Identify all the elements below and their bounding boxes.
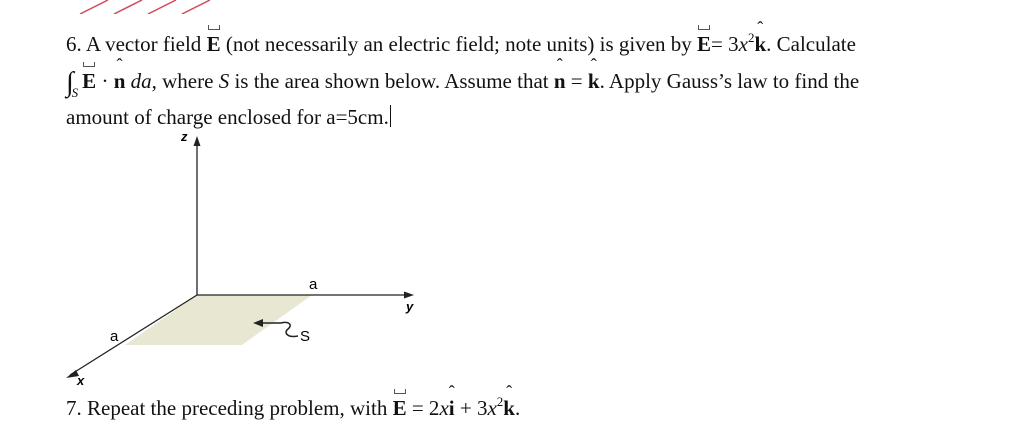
problem-6-description: (not necessarily an electric field; note units) is given by: [225, 32, 692, 56]
x-axis-label: x: [77, 373, 85, 388]
unit-vector-i: ˆ i: [449, 396, 455, 420]
side-length-a-top: a: [309, 276, 318, 293]
problem-6-calculate: . Calculate: [766, 32, 856, 56]
integral-subscript: S: [71, 85, 79, 100]
problem-7-plus: + 3: [454, 396, 488, 420]
problem-6-charge-text: amount of charge enclosed for a=5cm.: [66, 105, 389, 129]
problem-7-x1: x: [439, 396, 449, 420]
equation-x-variable: x: [738, 32, 748, 56]
equation-power: 2: [747, 30, 755, 45]
problem-7-power: 2: [496, 394, 504, 409]
problem-7-line: [66, 394, 521, 420]
side-length-a-left: a: [110, 328, 119, 345]
integral-sign: ∫: [66, 67, 74, 98]
problem-6-area-text: is the area shown below. Assume that: [234, 69, 549, 93]
problem-6-gauss-text: . Apply Gauss’s law to find the: [599, 69, 860, 93]
integrand-E: E: [82, 69, 97, 93]
equals-sign: =: [565, 69, 588, 93]
problem-7-x2: x: [487, 396, 497, 420]
equation-rhs-coefficient: = 3: [711, 32, 739, 56]
surface-variable-S: S: [218, 69, 230, 93]
y-axis-arrowhead: [404, 292, 414, 299]
problem-7-period: .: [514, 396, 521, 420]
unit-vector-n: ˆ n: [114, 69, 126, 93]
unit-vector-n-assumption: ˆ n: [554, 69, 566, 93]
y-axis-label: y: [406, 299, 414, 314]
problem-6-number: 6.: [66, 32, 82, 56]
z-axis-label: z: [181, 129, 188, 144]
vector-E-symbol: E: [206, 32, 221, 56]
problem-7-eq-coef: = 2: [406, 396, 440, 420]
equation-E-lhs: E: [697, 32, 712, 56]
problem-6-intro: A vector field: [85, 32, 202, 56]
z-axis-arrowhead: [194, 136, 201, 146]
dot-operator: ·: [96, 69, 114, 93]
shaded-surface-S: [125, 295, 312, 345]
area-element-da: da: [130, 69, 152, 93]
surface-label-S: S: [300, 328, 311, 345]
problem-7-unit-vector-k: ˆ k: [503, 396, 515, 420]
problem-6-where: , where: [151, 69, 214, 93]
unit-vector-k-assumption: ˆ k: [588, 69, 600, 93]
problem-7-number: 7.: [66, 396, 82, 420]
unit-vector-k: ˆ k: [754, 32, 766, 56]
problem-7-text: Repeat the preceding problem, with: [87, 396, 388, 420]
problem-7-vector-E: E: [392, 396, 407, 420]
